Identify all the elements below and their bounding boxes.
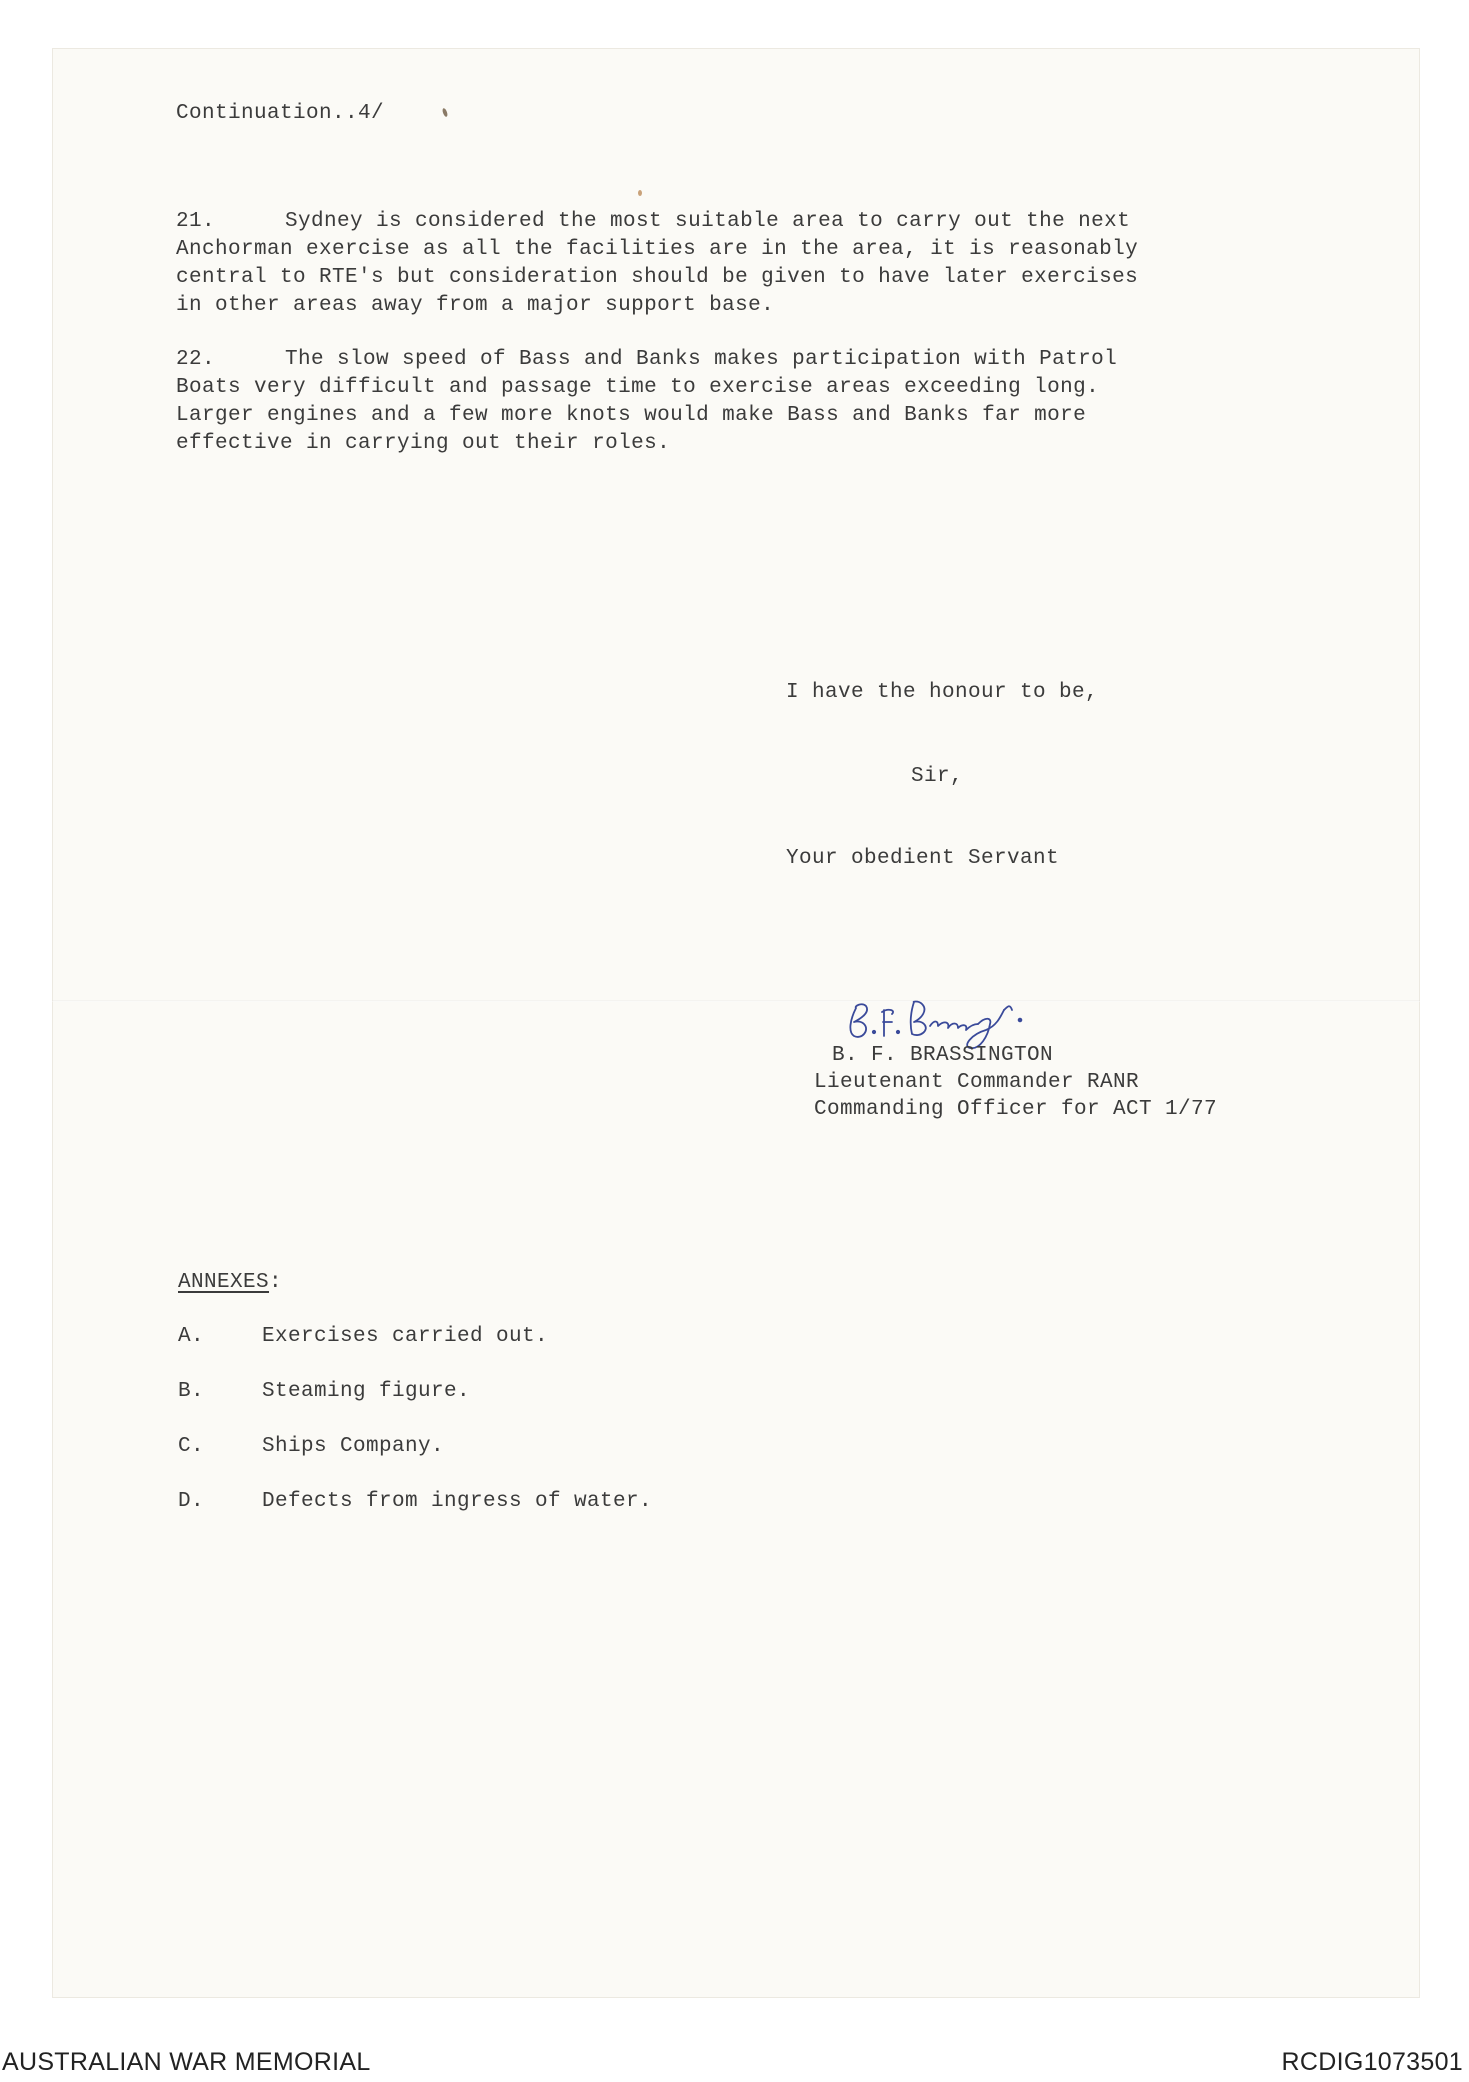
paragraph-line: central to RTE's but consideration should be given to have later exercises: [176, 266, 1139, 289]
closing-honour: I have the honour to be,: [786, 681, 1099, 704]
signatory-role: Commanding Officer for ACT 1/77: [814, 1098, 1218, 1121]
paragraph-line: effective in carrying out their roles.: [176, 432, 671, 455]
paragraph-line: 21. Sydney is considered the most suitable area to carry out the next: [176, 208, 1236, 236]
paragraph-line: Boats very difficult and passage time to exercise areas exceeding long.: [176, 376, 1100, 399]
annexes-heading: ANNEXES:: [178, 1271, 283, 1294]
closing-servant: Your obedient Servant: [786, 847, 1060, 870]
document-page: [52, 48, 1420, 1998]
paper-fold: [52, 1000, 1420, 1002]
paper-mark: [638, 190, 642, 196]
paragraph-line: Larger engines and a few more knots would make Bass and Banks far more: [176, 404, 1087, 427]
paragraph-number: 22.: [176, 348, 216, 371]
signatory-name: B. F. BRASSINGTON: [832, 1044, 1054, 1067]
footer-record-id: RCDIG1073501: [1281, 2048, 1463, 2076]
paragraph-line: 22. The slow speed of Bass and Banks makes participation with Patrol: [176, 346, 1236, 374]
paragraph-line: in other areas away from a major support base.: [176, 294, 775, 317]
paragraph-22: [176, 346, 1236, 458]
paragraph-line: Anchorman exercise as all the facilities are in the area, it is reasonably: [176, 238, 1139, 261]
annex-item: D. Defects from ingress of water.: [178, 1490, 653, 1513]
footer-archive-name: AUSTRALIAN WAR MEMORIAL: [2, 2048, 371, 2076]
signature-text: B.F. Brassington: [840, 980, 850, 981]
closing-sir: Sir,: [911, 765, 964, 788]
annex-item: A. Exercises carried out.: [178, 1325, 549, 1348]
annex-item: B. Steaming figure.: [178, 1380, 471, 1403]
continuation-header: Continuation..4/: [176, 102, 385, 125]
signatory-rank: Lieutenant Commander RANR: [814, 1071, 1140, 1094]
annex-item: C. Ships Company.: [178, 1435, 445, 1458]
paragraph-21: [176, 208, 1236, 320]
paragraph-number: 21.: [176, 210, 216, 233]
